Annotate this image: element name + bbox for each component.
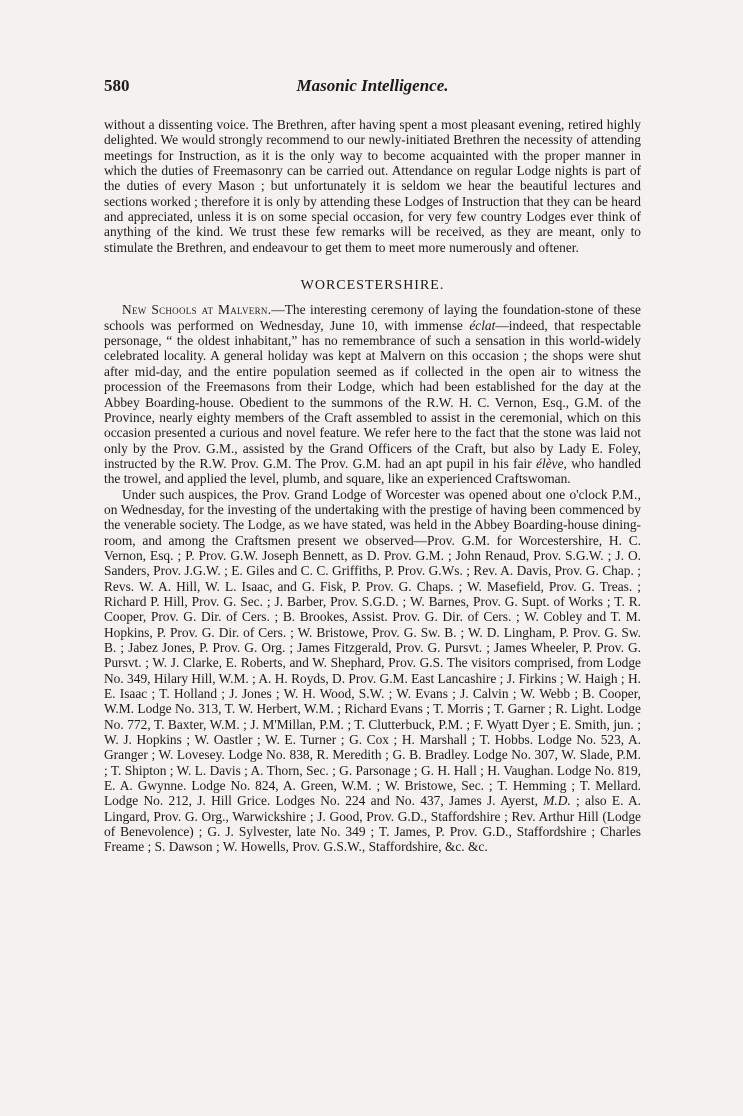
italic-abbreviation: M.D.: [543, 793, 571, 809]
running-title: Masonic Intelligence.: [296, 76, 449, 95]
running-head: [104, 76, 641, 98]
text-run: Under such auspices, the Prov. Grand Lodge of Worcester was opened about one o'clock: [122, 486, 612, 502]
paragraph-provincial-lodge: [104, 487, 641, 855]
italic-word: éclat: [469, 317, 496, 333]
italic-word: élève: [536, 455, 564, 471]
text-run: , on Wednesday, for the investing of the undertaking with the prestige of having been commenced by the venerable society. The Lodge, as we have stated, was held in the Abbey Boarding-house dining-room, and among the Craftsmen present we observed—Prov. G.M. for Worcestershire, H. C. Vernon, Esq. ; P. Prov. G.W. Joseph Bennett, as D. Prov. G.M. ; John Renaud, Prov. S.G.W. ; J. O. Sanders, Prov. J.G.W. ; E. Giles and C. C. Griffiths, P. Prov. G.Ws. ; Rev. A. Davis, Prov. G. Chap. ; Revs. W. A. Hill, W. L. Isaac, and G. Fisk, P. Prov. G. Chaps. ; W. Masefield, Prov. G. Treas. ; Richard P. Hill, Prov. G. Sec. ; J. Barber, Prov. S.G.D. ; W. Barnes, Prov. G. Supt. of Works ; T. R. Cooper, Prov. G. Dir. of Cers. ; B. Brookes, Assist. Prov. G. Dir. of Cers. ; W. Cobley and T. M. Hopkins, P. Prov. G. Dir. of Cers. ; W. Bristowe, Prov. G. Sw. B. ; W. D. Lingham, P. Prov. G. Sw. B. ; Jabez Jones, P. Prov. G. Org. ; James Fitzgerald, Prov. G. Pursvt. ; James Wheeler, P. Prov. G. Pursvt. ; W. J. Clarke, E. Roberts, and W. Shephard, Prov. G.S. The visitors comprised, from Lodge No. 349, Hilary Hill, W.M. ; A. H. Royds, D. Prov. G.M. East Lancashire ; J. Firkins ; W. Haigh ; H. E. Isaac ; T. Holland ; J. Jones ; W. H. Wood, S.W. ; W. Evans ; J. Calvin ; W. Webb ; B. Cooper, W.M. Lodge No. 313, T. W. Herbert, W.M. ; Richard Evans ; T. Morris ; T. Garner ; R. Light. Lodge No. 772, T. Baxter, W.M. ; J. M'Millan, P.M. ; T. Clutterbuck, P.M. ; F. Wyatt Dyer ; E. Smith, jun. ; W. J. Hopkins ; W. Oastler ; W. E. Turner ; G. Cox ; H. Marshall ; T. Hobbs. Lodge No. 523, A. Granger ; W. Lovesey. Lodge No. 838, R. Meredith ; G. B. Bradley. Lodge No. 307, W. Slade, P.M. ; T. Shipton ; W. L. Davis ; A. Thorn, Sec. ; G. Parsonage ; G. H. Hall ; H. Vaughan. Lodge No. 819, E. A. Gwynne. Lodge No. 824, A. Green, W.M. ; W. Bristowe, Sec. ; T. Hemming ; T. Mellard. Lodge No. 212, J. Hill Grice. Lodges No. 224 and No. 437, James J. Ayerst,: [104, 486, 641, 809]
paragraph-lead-in: New Schools at Malvern.: [122, 302, 272, 318]
text-run: , who handled the trowel, and applied the level, plumb, and square, like an experienced Craftswoman.: [104, 455, 641, 487]
page-number: 580: [104, 76, 130, 95]
text-run: ; also E. A. Lingard, Prov. G. Org., Warwickshire ; J. Good, Prov. G.D., Staffordshire ; Rev. Arthur Hill (Lodge of Benevolence) ; G. J. Sylvester, late No. 349 ; T. James, P. Prov. G.D., Staffordshire ; Charles Freame ; S. Dawson ; W. Howells, Prov. G.S.W., Staffordshire, &c. &c.: [104, 793, 641, 855]
text-run: —The interesting ceremony of laying the foundation-stone of these schools was performed on Wednesday, June 10, with immense: [104, 302, 641, 333]
small-caps-time: P.M.: [611, 486, 638, 502]
paragraph-malvern-schools: [104, 302, 641, 486]
paragraph-continuation: without a dissenting voice. The Brethren, after having spent a most pleasant evening, retired highly delighted. We would strongly recommend to our newly-initiated Brethren the necessity of attending meetings for Instruction, as it is the only way to become acquainted with the proper manner in which the duties of Freemasonry can be carried out. Attendance on regular Lodge nights is part of the duties of every Mason ; but unfortunately it is seldom we hear the beautiful lectures and sections worked ; therefore it is only by attending these Lodges of Instruction that they can be heard and appreciated, unless it is on some special occasion, for very few country Lodges ever think of anything of the kind. We trust these few remarks will be received, as they are meant, only to stimulate the Brethren, and endeavour to get them to meet more numerously and oftener.: [104, 117, 641, 255]
article-body: [104, 117, 641, 855]
section-heading: WORCESTERSHIRE.: [300, 278, 445, 294]
text-run: —indeed, that respectable personage, “ the oldest inhabitant,” has no remembrance of such a sensation in this world-widely celebrated locality. A general holiday was kept at Malvern on this occasion ; the shops were shut after mid-day, and the entire population seemed as if collected in the open air to witness the procession of the Freemasons from their Lodge, which had been established for the day at the Abbey Boarding-house. Obedient to the summons of the R.W. H. C. Vernon, Esq., G.M. of the Province, nearly eighty members of the Craft assembled to assist in the ceremonial, which on this occasion presented a curious and novel feature. We refer here to the fact that the stone was laid not only by the Prov. G.M., assisted by the Grand Officers of the Craft, but also by Lady E. Foley, instructed by the R.W. Prov. G.M. The Prov. G.M. had an apt pupil in his fair: [104, 317, 641, 471]
